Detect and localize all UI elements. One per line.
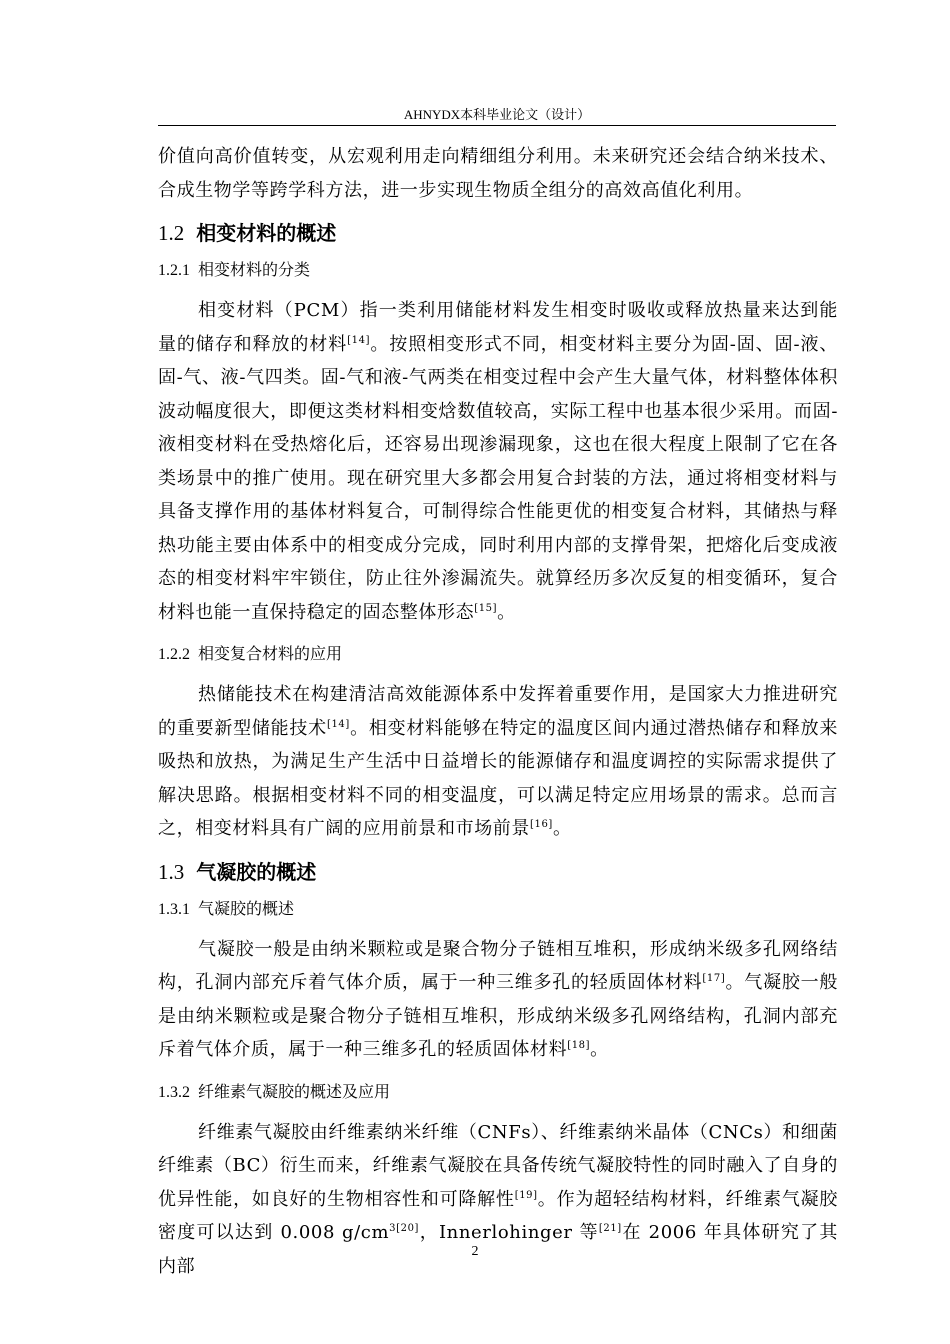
continuation-paragraph: 价值向高价值转变，从宏观利用走向精细组分利用。未来研究还会结合纳米技术、合成生物学等跨学科方法，进一步实现生物质全组分的高效高值化利用。 (158, 146, 838, 201)
text-run: 。作为超轻结构材料，纤维素气凝胶密度可以达到 0.008 g/cm (158, 1188, 838, 1243)
citation: [20] (396, 1223, 420, 1234)
text-run: 。 (497, 601, 516, 623)
citation: [17] (702, 973, 726, 984)
section-number: 1.3 (158, 859, 185, 884)
subsection-heading-1-2-1 (158, 255, 838, 286)
subsection-heading-1-3-1 (158, 894, 838, 925)
subsection-title: 相变复合材料的应用 (198, 644, 343, 663)
text-run: 。气凝胶一般是由纳米颗粒或是聚合物分子链相互堆积，形成纳米级多孔网络结构，孔洞内部充斥着气体介质，属于一种三维多孔的轻质固体材料 (158, 972, 838, 1060)
citation: [14] (347, 334, 371, 346)
text-run: 气凝胶一般是由纳米颗粒或是聚合物分子链相互堆积，形成纳米级多孔网络结构，孔洞内部充斥着气体介质，属于一种三维多孔的轻质固体材料 (158, 938, 838, 993)
text-run: ，Innerlohinger 等 (419, 1222, 599, 1243)
text-run: 。 (590, 1039, 609, 1060)
subsection-title: 相变材料的分类 (198, 260, 311, 279)
citation: [15] (474, 602, 498, 614)
subsection-heading-1-3-2 (158, 1077, 838, 1108)
section-number: 1.2 (158, 221, 185, 245)
text-run: 。 (552, 818, 572, 839)
section-title: 气凝胶的概述 (196, 859, 317, 884)
page-body (158, 140, 838, 1283)
citation: [16] (530, 819, 553, 830)
text-run: 纤维素气凝胶由纤维素纳米纤维（CNFs）、纤维素纳米晶体（CNCs）和细菌纤维素（BC）衍生而来，纤维素气凝胶在具备传统气凝胶特性的同时融入了自身的优异性能，如良好的生物相容性和可降解性 (158, 1121, 838, 1210)
section-heading-1-2 (158, 217, 838, 249)
citation: [18] (567, 1040, 591, 1051)
unit-superscript: 3 (389, 1223, 397, 1234)
subsection-number: 1.3.2 (158, 1083, 190, 1101)
citation: [14] (326, 718, 350, 730)
running-header: AHNYDX本科毕业论文（设计） (403, 107, 591, 122)
text-run: 。相变材料能够在特定的温度区间内通过潜热储存和释放来吸热和放热，为满足生产生活中日益增长的能源储存和温度调控的实际需求提供了解决思路。根据相变材料不同的相变温度，可以满足特定应用场景的需求。总而言之，相变材料具有广阔的应用前景和市场前景 (158, 717, 838, 839)
subsection-title: 纤维素气凝胶的概述及应用 (198, 1081, 391, 1101)
page-number: 2 (471, 1244, 479, 1259)
header-divider (158, 125, 836, 126)
subsection-number: 1.2.1 (158, 262, 190, 279)
subsection-heading-1-2-2 (158, 639, 838, 670)
text-run: 。按照相变形式不同，相变材料主要分为固-固、固-液、固-气、液-气四类。固-气和液-气两类在相变过程中会产生大量气体，材料整体体积波动幅度很大，即便这类材料相变焓数值较高，实际工程中也基本很少采用。而固-液相变材料在受热熔化后，还容易出现渗漏现象，这也在很大程度上限制了它在各类场景中的推广使用。现在研究里大多都会用复合封装的方法，通过将相变材料与具备支撑作用的基体材料复合，可制得综合性能更优的相变复合材料，其储热与释热功能主要由体系中的相变成分完成，同时利用内部的支撑骨架，把熔化后变成液态的相变材料牢牢锁住，防止往外渗漏流失。就算经历多次反复的相变循环，复合材料也能一直保持稳定的固态整体形态 (158, 333, 838, 623)
text-run: 在 2006 年具体研究了其内部 (158, 1222, 838, 1277)
subsection-title: 气凝胶的概述 (198, 898, 295, 918)
paragraph-pcm-classification (158, 294, 838, 629)
paragraph-pcm-application (158, 678, 838, 846)
citation: [21] (598, 1223, 622, 1234)
section-heading-1-3 (158, 856, 838, 888)
subsection-number: 1.3.1 (158, 900, 190, 918)
text-run: 热储能技术在构建清洁高效能源体系中发挥着重要作用，是国家大力推进研究的重要新型储能技术 (158, 684, 838, 739)
paragraph-aerogel-overview (158, 933, 838, 1067)
section-title: 相变材料的概述 (196, 221, 337, 245)
citation: [19] (514, 1189, 538, 1201)
text-run: 相变材料（PCM）指一类利用储能材料发生相变时吸收或释放热量来达到能量的储存和释放的材料 (158, 300, 838, 355)
subsection-number: 1.2.2 (158, 646, 190, 663)
